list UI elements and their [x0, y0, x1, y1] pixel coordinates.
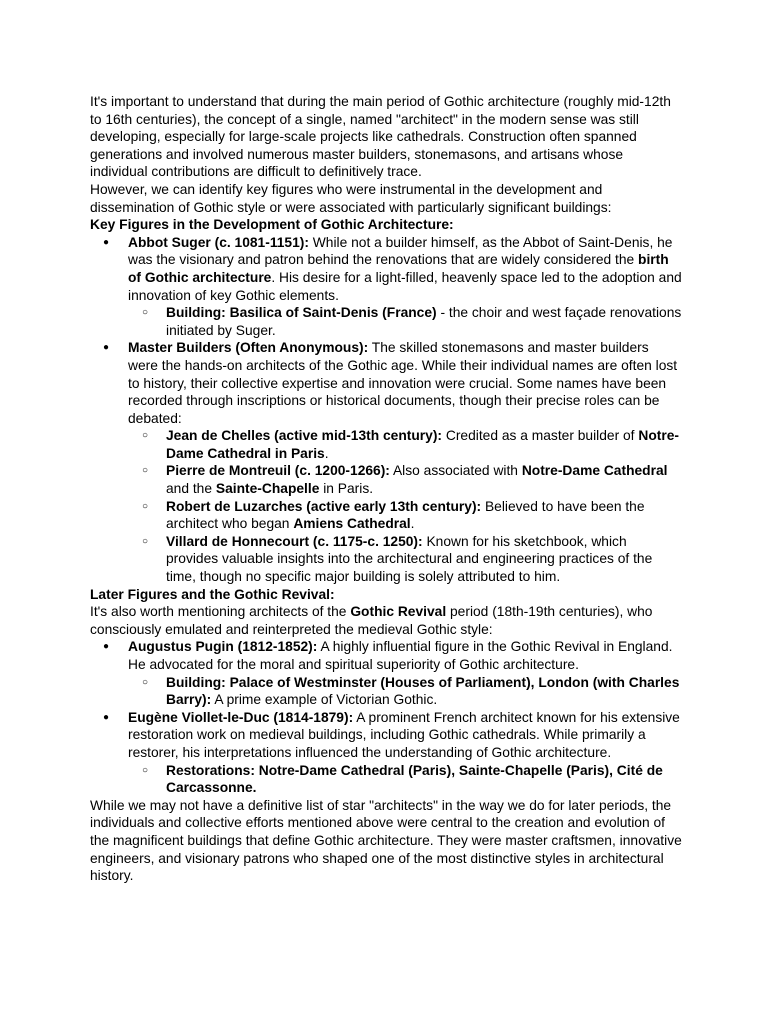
- list-item-abbot-suger: [90, 234, 682, 340]
- sub-list: [128, 674, 682, 709]
- sub-list: [128, 762, 682, 797]
- list-item-viollet-le-duc: [90, 709, 682, 797]
- building-label: Building: Palace of Westminster (Houses of Parliament), London (with Charles Barry):: [166, 674, 680, 708]
- key-figures-list: [90, 234, 682, 586]
- document-body: [90, 93, 682, 885]
- building-name: Sainte-Chapelle: [215, 481, 320, 497]
- section-heading-later-figures: Later Figures and the Gothic Revival:: [90, 586, 335, 602]
- sub-item-jean-de-chelles: ○ Jean de Chelles (active mid-13th century): Credited as a master builder of Notre-Dame Cathedral in Paris.: [128, 427, 682, 462]
- restorations-label: Restorations: Notre-Dame Cathedral (Paris), Sainte-Chapelle (Paris), Cité de Carcassonne.: [166, 762, 663, 796]
- section-heading-key-figures: Key Figures in the Development of Gothic Architecture:: [90, 217, 454, 233]
- emphasis: birth of Gothic architecture: [128, 252, 669, 285]
- building-name: Amiens Cathedral: [293, 516, 411, 532]
- sub-item-villard-de-honnecourt: ○ Villard de Honnecourt (c. 1175-c. 1250): Known for his sketchbook, which provides valuable insights into the architectural and engineering practices of the time, though no specific major building is solely attributed to him.: [128, 533, 682, 586]
- sub-item-restorations: [128, 762, 682, 797]
- figure-text: A highly influential figure in the Gothic Revival in England. He advocated for the moral and spiritual superiority of Gothic architecture.: [128, 639, 673, 672]
- figure-text: The skilled stonemasons and master builders were the hands-on architects of the Gothic age. While their individual names are often lost to history, their collective expertise and innovation were crucial. Some names have been recorded through inscriptions or historical documents, though their precise roles can be debated:: [128, 340, 678, 426]
- figure-name: Pierre de Montreuil (c. 1200-1266):: [166, 463, 390, 479]
- sub-item-building: [128, 674, 682, 709]
- list-item-master-builders: [90, 339, 682, 585]
- intro-paragraph: It's important to understand that during the main period of Gothic architecture (roughly mid-12th to 16th centuries), the concept of a single, named "architect" in the modern sense was still developing, especially for large-scale projects like cathedrals. Construction often spanned generations and involved numerous master builders, stonemasons, and artisans whose individual contributions are difficult to definitively trace.: [90, 94, 671, 180]
- building-name: Notre-Dame Cathedral: [521, 463, 668, 479]
- figure-name: Robert de Luzarches (active early 13th century):: [166, 498, 482, 514]
- building-text: A prime example of Victorian Gothic.: [211, 692, 438, 708]
- building-label: Building: Basilica of Saint-Denis (France): [166, 305, 437, 321]
- intro-paragraph-2: However, we can identify key figures who were instrumental in the development and dissemination of Gothic style or were associated with particularly significant buildings:: [90, 181, 612, 215]
- figure-text: . His desire for a light-filled, heavenly space led to the adoption and innovation of key Gothic elements.: [128, 269, 682, 303]
- list-item-augustus-pugin: [90, 638, 682, 708]
- building-text: - the choir and west façade renovations initiated by Suger.: [166, 305, 682, 338]
- conclusion-paragraph: While we may not have a definitive list of star "architects" in the way we do for later periods, the individuals and collective efforts mentioned above were central to the creation and evolution of the magnificent buildings that define Gothic architecture. They were master craftsmen, innovative engineers, and visionary patrons who shaped one of the most distinctive styles in architectural history.: [90, 797, 682, 884]
- later-figures-list: [90, 638, 682, 796]
- revival-intro-paragraph: It's also worth mentioning architects of the Gothic Revival period (18th-19th centuries), who consciously emulated and reinterpreted the medieval Gothic style:: [90, 604, 653, 637]
- sub-item-robert-de-luzarches: ○ Robert de Luzarches (active early 13th century): Believed to have been the architect who began Amiens Cathedral.: [128, 498, 682, 533]
- building-name: Notre-Dame Cathedral in Paris: [166, 428, 679, 461]
- sub-item-pierre-de-montreuil: ○ Pierre de Montreuil (c. 1200-1266): Also associated with Notre-Dame Cathedral and the Sainte-Chapelle in Paris.: [128, 462, 682, 497]
- figure-name: Abbot Suger (c. 1081-1151):: [128, 234, 309, 250]
- figure-name: Jean de Chelles (active mid-13th century):: [166, 428, 443, 444]
- figure-text: A prominent French architect known for his extensive restoration work on medieval buildings, including Gothic cathedrals. While primarily a restorer, his interpretations influenced the understanding of Gothic architecture.: [128, 709, 680, 760]
- figure-text: While not a builder himself, as the Abbot of Saint-Denis, he was the visionary and patron behind the renovations that are widely considered the: [128, 234, 673, 268]
- figure-name: Eugène Viollet-le-Duc (1814-1879):: [128, 709, 354, 725]
- figure-name: Augustus Pugin (1812-1852):: [128, 639, 318, 655]
- figure-name: Villard de Honnecourt (c. 1175-c. 1250):: [166, 533, 423, 549]
- sub-item-building: [128, 304, 682, 339]
- figure-name: Master Builders (Often Anonymous):: [128, 340, 369, 356]
- sub-list: [128, 427, 682, 585]
- sub-list: [128, 304, 682, 339]
